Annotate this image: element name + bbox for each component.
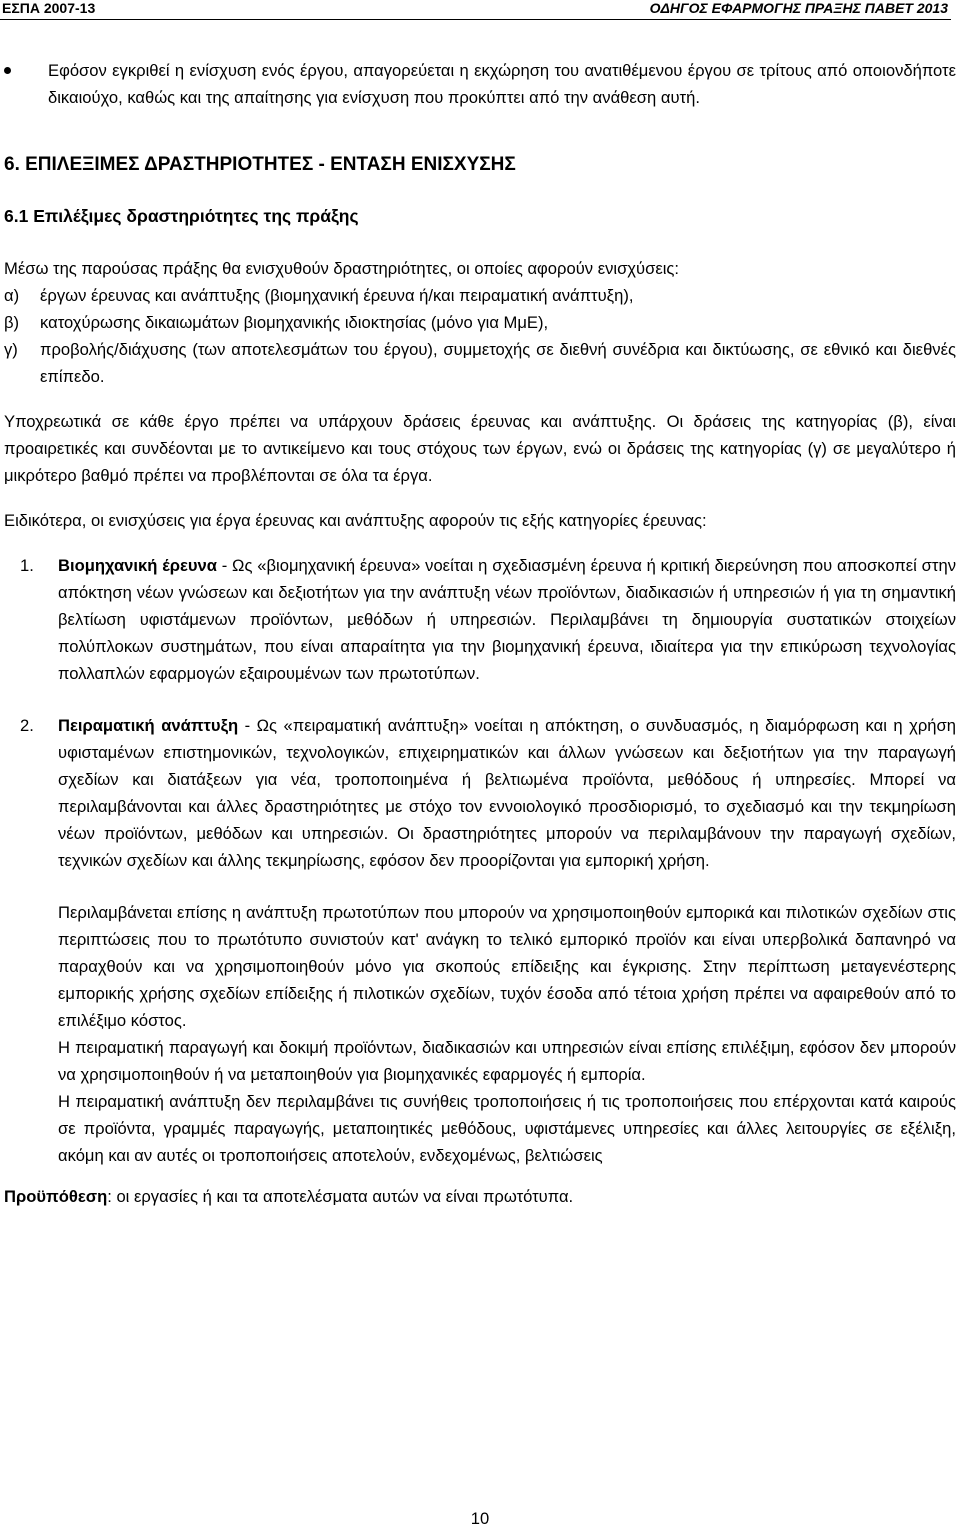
activity-item-c: [4, 336, 956, 390]
section-6-1-heading: 6.1 Επιλέξιμες δραστηριότητες της πράξης: [4, 206, 359, 226]
section-6-heading: 6. ΕΠΙΛΕΞΙΜΕΣ ΔΡΑΣΤΗΡΙΟΤΗΤΕΣ - ΕΝΤΑΣΗ ΕΝΙΣΧΥΣΗΣ: [4, 154, 516, 175]
category-item-industrial-research: [4, 552, 956, 687]
bullet-item: [0, 57, 956, 111]
activity-item-b: [4, 309, 956, 336]
page-header: [0, 0, 960, 16]
category-term: Βιομηχανική έρευνα: [58, 556, 217, 575]
activity-marker: α): [4, 286, 20, 305]
header-left-title: ΕΣΠΑ 2007-13: [2, 0, 96, 16]
category-text: - Ως «πειραματική ανάπτυξη» νοείται η απόκτηση, ο συνδυασμός, η διαμόρφωση και η χρήση υφισταμένων επιστημονικών, τεχνολογικών, επιχειρηματικών και άλλων γνώσεων και δεξιοτήτων για την παραγωγή σχεδίων και διατάξεων για νέα, τροποποιημένα ή βελτιωμένα προϊόντα, μεθόδους ή υπηρεσίες. Μπορεί να περιλαμβάνονται και άλλες δραστηριότητες με στόχο τον εννοιολογικό προσδιορισμό, το σχεδιασμό και την τεκμηρίωση νέων προϊόντων, μεθόδων και υπηρεσιών. Οι δραστηριότητες μπορούν να περιλαμβάνουν την παραγωγή σχεδίων, τεχνικών σχεδίων και άλλης τεκμηρίωσης, εφόσον δεν προορίζονται για εμπορική χρήση.: [58, 716, 956, 870]
category-number: 2.: [20, 716, 34, 735]
category-term: Πειραματική ανάπτυξη: [58, 716, 239, 735]
header-right-title: ΟΔΗΓΟΣ ΕΦΑΡΜΟΓΗΣ ΠΡΑΞΗΣ ΠΑΒΕΤ 2013: [649, 0, 948, 16]
prerequisite-text: : οι εργασίες ή και τα αποτελέσματα αυτών να είναι πρωτότυπα.: [107, 1187, 574, 1206]
activity-text: έργων έρευνας και ανάπτυξης (βιομηχανική έρευνα ή/και πειραματική ανάπτυξη),: [40, 286, 634, 305]
page-number: 10: [470, 1509, 490, 1528]
specific-paragraph: Ειδικότερα, οι ενισχύσεις για έργα έρευνας και ανάπτυξης αφορούν τις εξής κατηγορίες έρευνας:: [4, 511, 707, 530]
activity-text: κατοχύρωσης δικαιωμάτων βιομηχανικής ιδιοκτησίας (μόνο για ΜμΕ),: [40, 313, 549, 332]
document-body: [4, 57, 956, 1210]
mandatory-paragraph: Υποχρεωτικά σε κάθε έργο πρέπει να υπάρχουν δράσεις έρευνας και ανάπτυξης. Οι δράσεις της κατηγορίας (β), είναι προαιρετικές και συνδέονται με το αντικείμενο και τους στόχους των έργων, ενώ οι δράσεις της κατηγορίας (γ) σε μεγαλύτερο ή μικρότερο βαθμό πρέπει να προβλέπονται σε όλα τα έργα.: [4, 412, 956, 485]
bullet-text: Εφόσον εγκριθεί η ενίσχυση ενός έργου, απαγορεύεται η εκχώρηση του ανατιθέμενου έργου σε τρίτους από οποιονδήποτε δικαιούχο, καθώς και της απαίτησης για ενίσχυση που προκύπτει από την ανάθεση αυτή.: [48, 61, 956, 107]
header-divider: [0, 19, 951, 20]
activity-item-a: [4, 282, 956, 309]
activity-marker: β): [4, 313, 20, 332]
bullet-dot-icon: [4, 67, 11, 74]
category-number: 1.: [20, 556, 34, 575]
exp-paragraph: Η πειραματική ανάπτυξη δεν περιλαμβάνει τις συνήθεις τροποποιήσεις ή τις τροποποιήσεις που επέρχονται κατά καιρούς σε προϊόντα, γραμμές παραγωγής, μεταποιητικές μεθόδους, υφιστάμενες υπηρεσίες και άλλες λειτουργίες σε εξέλιξη, ακόμη και αν αυτές οι τροποποιήσεις αποτελούν, ενδεχομένως, βελτιώσεις: [58, 1092, 956, 1165]
prerequisite-label: Προϋπόθεση: [4, 1187, 108, 1206]
exp-paragraph: Περιλαμβάνεται επίσης η ανάπτυξη πρωτοτύπων που μπορούν να χρησιμοποιηθούν εμπορικά και πιλοτικών σχεδίων στις περιπτώσεις που το πρωτότυπο συνιστούν κατ' ανάγκη το τελικό εμπορικό προϊόν και είναι υπερβολικά δαπανηρό να παραχθούν και να χρησιμοποιηθούν μόνο για σκοπούς επίδειξης και έγκρισης. Στην περίπτωση μεταγενέστερης εμπορικής χρήσης σχεδίων επίδειξης ή πιλοτικών σχεδίων, τυχόν έσοδα από τέτοια χρήση πρέπει να αφαιρεθούν από το επιλέξιμο κόστος.: [58, 903, 956, 1030]
activity-marker: γ): [4, 340, 18, 359]
activity-text: προβολής/διάχυσης (των αποτελεσμάτων του έργου), συμμετοχής σε διεθνή συνέδρια και δικτύωσης, σε εθνικό και διεθνές επίπεδο.: [40, 340, 956, 386]
intro-paragraph: Μέσω της παρούσας πράξης θα ενισχυθούν δραστηριότητες, οι οποίες αφορούν ενισχύσεις:: [4, 259, 680, 278]
category-text: - Ως «βιομηχανική έρευνα» νοείται η σχεδιασμένη έρευνα ή κριτική διερεύνηση που αποσκοπεί στην απόκτηση νέων γνώσεων και δεξιοτήτων για την ανάπτυξη νέων προϊόντων, διαδικασιών ή υπηρεσιών ή για τη σημαντική βελτίωση υφιστάμενων προϊόντων, μεθόδων ή υπηρεσιών. Περιλαμβάνει τη δημιουργία συστατικών στοιχείων πολύπλοκων συστημάτων, που είναι απαραίτητα για την βιομηχανική έρευνα, ιδιαίτερα για την επικύρωση τεχνολογίας πολλαπλών εφαρμογών εξαιρουμένων των πρωτοτύπων.: [58, 556, 956, 683]
category-item-experimental-development: [4, 712, 956, 874]
exp-paragraph: Η πειραματική παραγωγή και δοκιμή προϊόντων, διαδικασιών και υπηρεσιών είναι επίσης επιλέξιμη, εφόσον δεν μπορούν να χρησιμοποιηθούν ή να μεταποιηθούν για βιομηχανικές εφαρμογές ή εμπορία.: [58, 1038, 956, 1084]
prerequisite-paragraph: [4, 1183, 956, 1210]
